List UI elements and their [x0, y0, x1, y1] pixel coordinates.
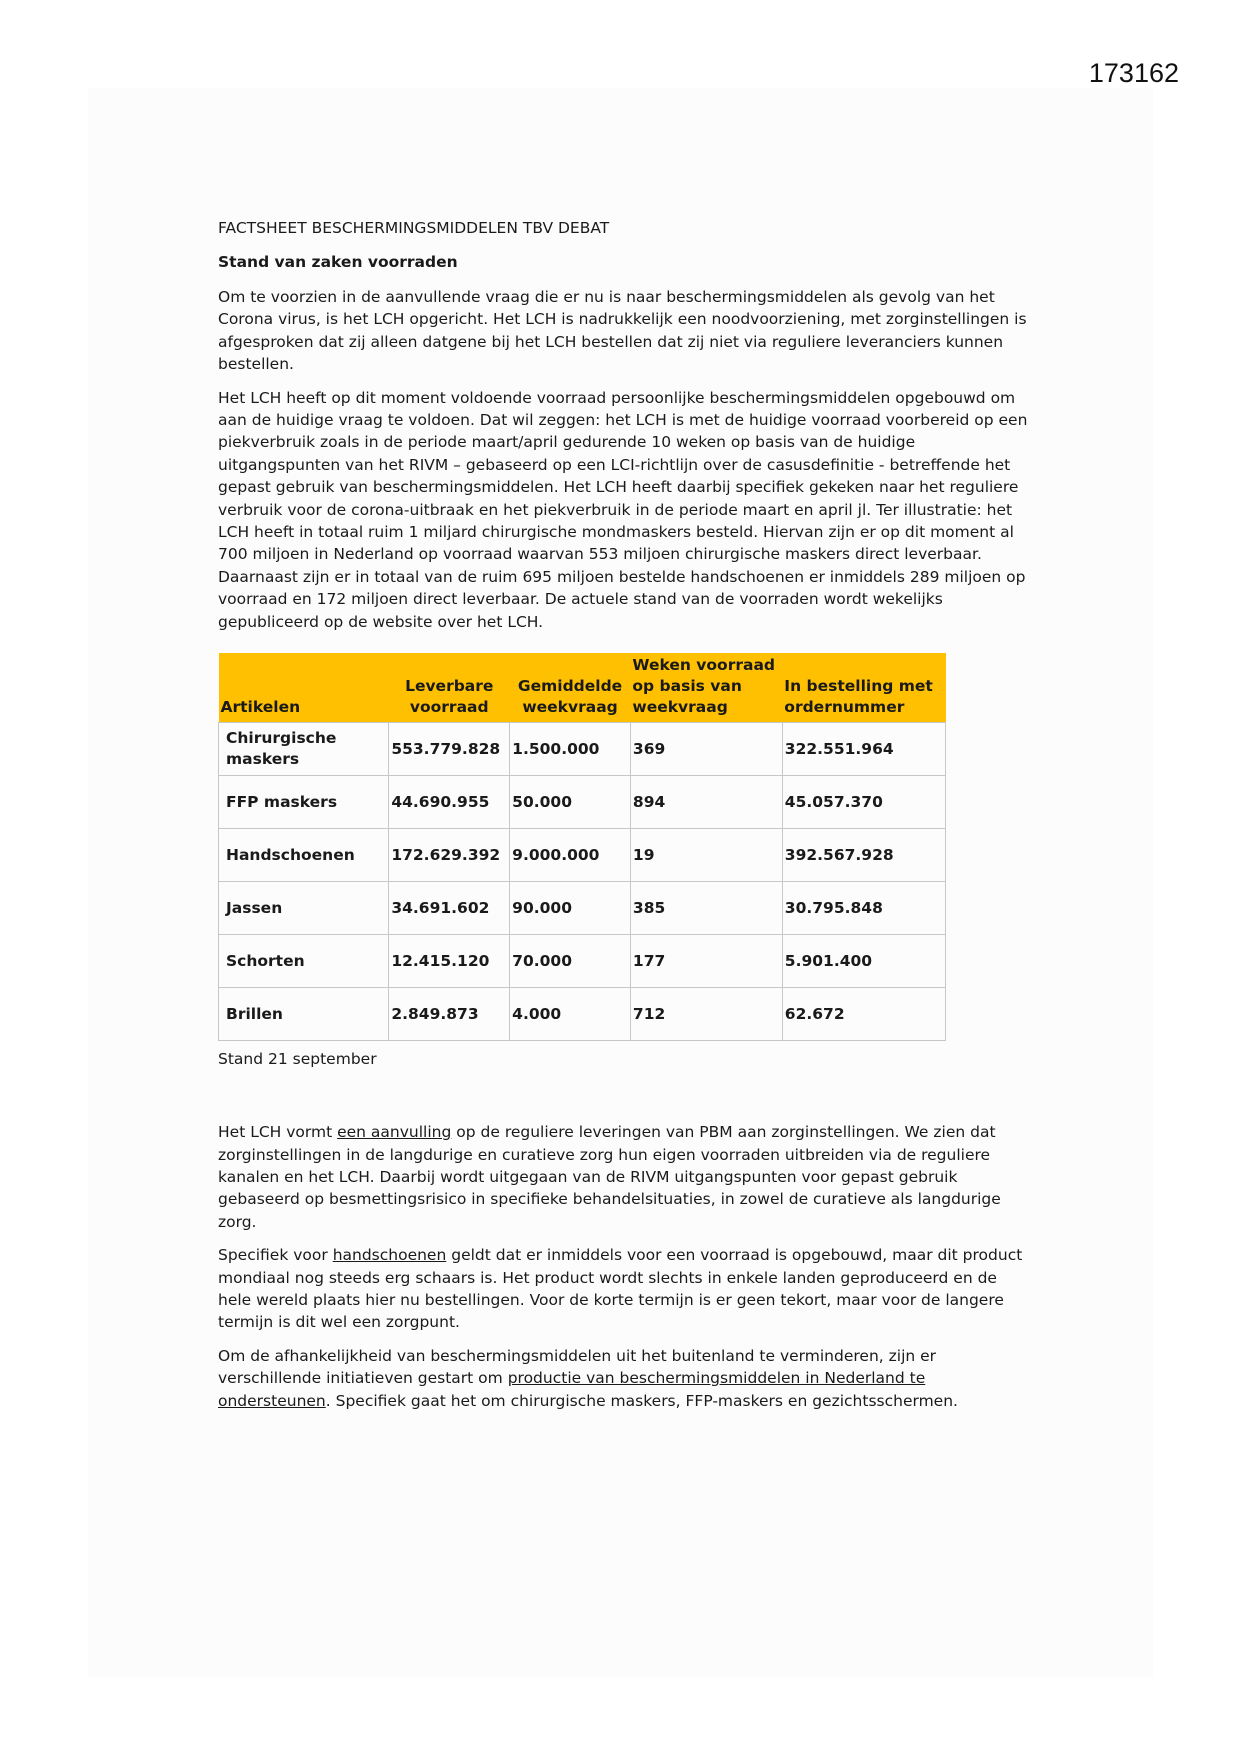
- cell-leverbare-voorraad: 44.690.955: [389, 776, 510, 829]
- paragraph-text: geldt dat er inmiddels voor een voorraad is opgebouwd, maar dit product mondiaal nog steeds erg schaars is. Het product wordt slechts in enkele landen geproduceerd en de hele wereld plaats hier nu bestellingen. Voor de korte termijn is er geen tekort, maar voor de langere termijn is dit wel een zorgpunt.: [218, 1246, 1023, 1332]
- cell-weken-voorraad: 894: [630, 776, 782, 829]
- cell-weken-voorraad: 369: [630, 723, 782, 776]
- cell-weekvraag: 50.000: [510, 776, 631, 829]
- table-row: [219, 988, 946, 1041]
- table-row: [219, 829, 946, 882]
- cell-in-bestelling: 5.901.400: [782, 935, 945, 988]
- cell-weken-voorraad: 19: [630, 829, 782, 882]
- cell-leverbare-voorraad: 2.849.873: [389, 988, 510, 1041]
- header-leverbare-voorraad: Leverbare voorraad: [389, 653, 510, 723]
- header-in-bestelling: In bestelling met ordernummer: [782, 653, 945, 723]
- cell-weekvraag: 4.000: [510, 988, 631, 1041]
- document-body: [218, 218, 1030, 1423]
- paragraph-text: . Specifiek gaat het om chirurgische maskers, FFP-maskers en gezichtsschermen.: [325, 1391, 958, 1410]
- link-handschoenen[interactable]: handschoenen: [332, 1246, 447, 1265]
- production-paragraph: [218, 1345, 1030, 1412]
- paragraph-text: Om de afhankelijkheid van beschermingsmiddelen uit het buitenland te verminderen, zijn er verschillende initiatieven gestart om: [218, 1346, 937, 1388]
- cell-in-bestelling: 62.672: [782, 988, 945, 1041]
- stock-paragraph: Het LCH heeft op dit moment voldoende voorraad persoonlijke beschermingsmiddelen opgebouwd om aan de huidige vraag te voldoen. Dat wil zeggen: het LCH is met de huidige voorraad voorbereid op een piekverbruik zoals in de periode maart/april gedurende 10 weken op basis van de huidige uitgangspunten van het RIVM – gebaseerd op een LCI-richtlijn over de casusdefinitie - betreffende het gepast gebruik van beschermingsmiddelen. Het LCH heeft daarbij specifiek gekeken naar het reguliere verbruik voor de corona-uitbraak en het piekverbruik in de periode maart en april jl. Ter illustratie: het LCH heeft in totaal ruim 1 miljard chirurgische mondmaskers besteld. Hiervan zijn er op dit moment al 700 miljoen in Nederland op voorraad waarvan 553 miljoen chirurgische maskers direct leverbaar. Daarnaast zijn er in totaal van de ruim 695 miljoen bestelde handschoenen er inmiddels 289 miljoen op voorraad en 172 miljoen direct leverbaar. De actuele stand van de voorraden wordt wekelijks gepubliceerd op de website over het LCH.: [218, 388, 1028, 631]
- header-gemiddelde-weekvraag: Gemiddelde weekvraag: [510, 653, 631, 723]
- cell-artikel: Jassen: [219, 882, 389, 935]
- cell-leverbare-voorraad: 34.691.602: [389, 882, 510, 935]
- supplement-paragraph: [218, 1121, 1030, 1233]
- table-row: [219, 723, 946, 776]
- cell-weekvraag: 1.500.000: [510, 723, 631, 776]
- spacer: [218, 1069, 1030, 1121]
- table-row: [219, 882, 946, 935]
- cell-in-bestelling: 322.551.964: [782, 723, 945, 776]
- header-weken-voorraad: Weken voorraad op basis van weekvraag: [630, 653, 782, 723]
- cell-artikel: Handschoenen: [219, 829, 389, 882]
- paragraph-text: Specifiek voor: [218, 1246, 333, 1265]
- cell-weekvraag: 90.000: [510, 882, 631, 935]
- cell-artikel: Brillen: [219, 988, 389, 1041]
- stock-table: [218, 653, 946, 1041]
- cell-artikel: Schorten: [219, 935, 389, 988]
- link-productie-nederland[interactable]: productie van beschermingsmiddelen in Nederland te ondersteunen: [218, 1369, 926, 1410]
- table-header-row: [219, 653, 946, 723]
- cell-in-bestelling: 392.567.928: [782, 829, 945, 882]
- cell-in-bestelling: 45.057.370: [782, 776, 945, 829]
- cell-leverbare-voorraad: 172.629.392: [389, 829, 510, 882]
- header-artikelen: Artikelen: [219, 653, 389, 723]
- table-date-note: Stand 21 september: [218, 1050, 377, 1069]
- table-row: [219, 776, 946, 829]
- cell-in-bestelling: 30.795.848: [782, 882, 945, 935]
- cell-artikel: FFP maskers: [219, 776, 389, 829]
- cell-weekvraag: 9.000.000: [510, 829, 631, 882]
- intro-paragraph: Om te voorzien in de aanvullende vraag die er nu is naar beschermingsmiddelen als gevolg van het Corona virus, is het LCH opgericht. Het LCH is nadrukkelijk een noodvoorziening, met zorginstellingen is afgesproken dat zij alleen datgene bij het LCH bestellen dat zij niet via reguliere leveranciers kunnen bestellen.: [218, 288, 1027, 374]
- link-een-aanvulling[interactable]: een aanvulling: [337, 1123, 452, 1142]
- gloves-paragraph: [218, 1244, 1030, 1334]
- cell-weekvraag: 70.000: [510, 935, 631, 988]
- page-title: FACTSHEET BESCHERMINGSMIDDELEN TBV DEBAT: [218, 219, 610, 237]
- paragraph-text: op de reguliere leveringen van PBM aan zorginstellingen. We zien dat zorginstellingen in de langdurige en curatieve zorg hun eigen voorraden uitbreiden via de reguliere kanalen en het LCH. Daarbij wordt uitgegaan van de RIVM uitgangspunten voor gepast gebruik gebaseerd op besmettingsrisico in specifieke behandelsituaties, in zowel de curatieve als langdurige zorg.: [218, 1123, 1001, 1231]
- cell-weken-voorraad: 385: [630, 882, 782, 935]
- paragraph-text: Het LCH vormt: [218, 1123, 338, 1142]
- cell-weken-voorraad: 177: [630, 935, 782, 988]
- cell-weken-voorraad: 712: [630, 988, 782, 1041]
- cell-leverbare-voorraad: 553.779.828: [389, 723, 510, 776]
- table-row: [219, 935, 946, 988]
- section-heading: Stand van zaken voorraden: [218, 253, 458, 271]
- document-number: 173162: [1088, 58, 1179, 88]
- cell-leverbare-voorraad: 12.415.120: [389, 935, 510, 988]
- cell-artikel: Chirurgische maskers: [219, 723, 389, 776]
